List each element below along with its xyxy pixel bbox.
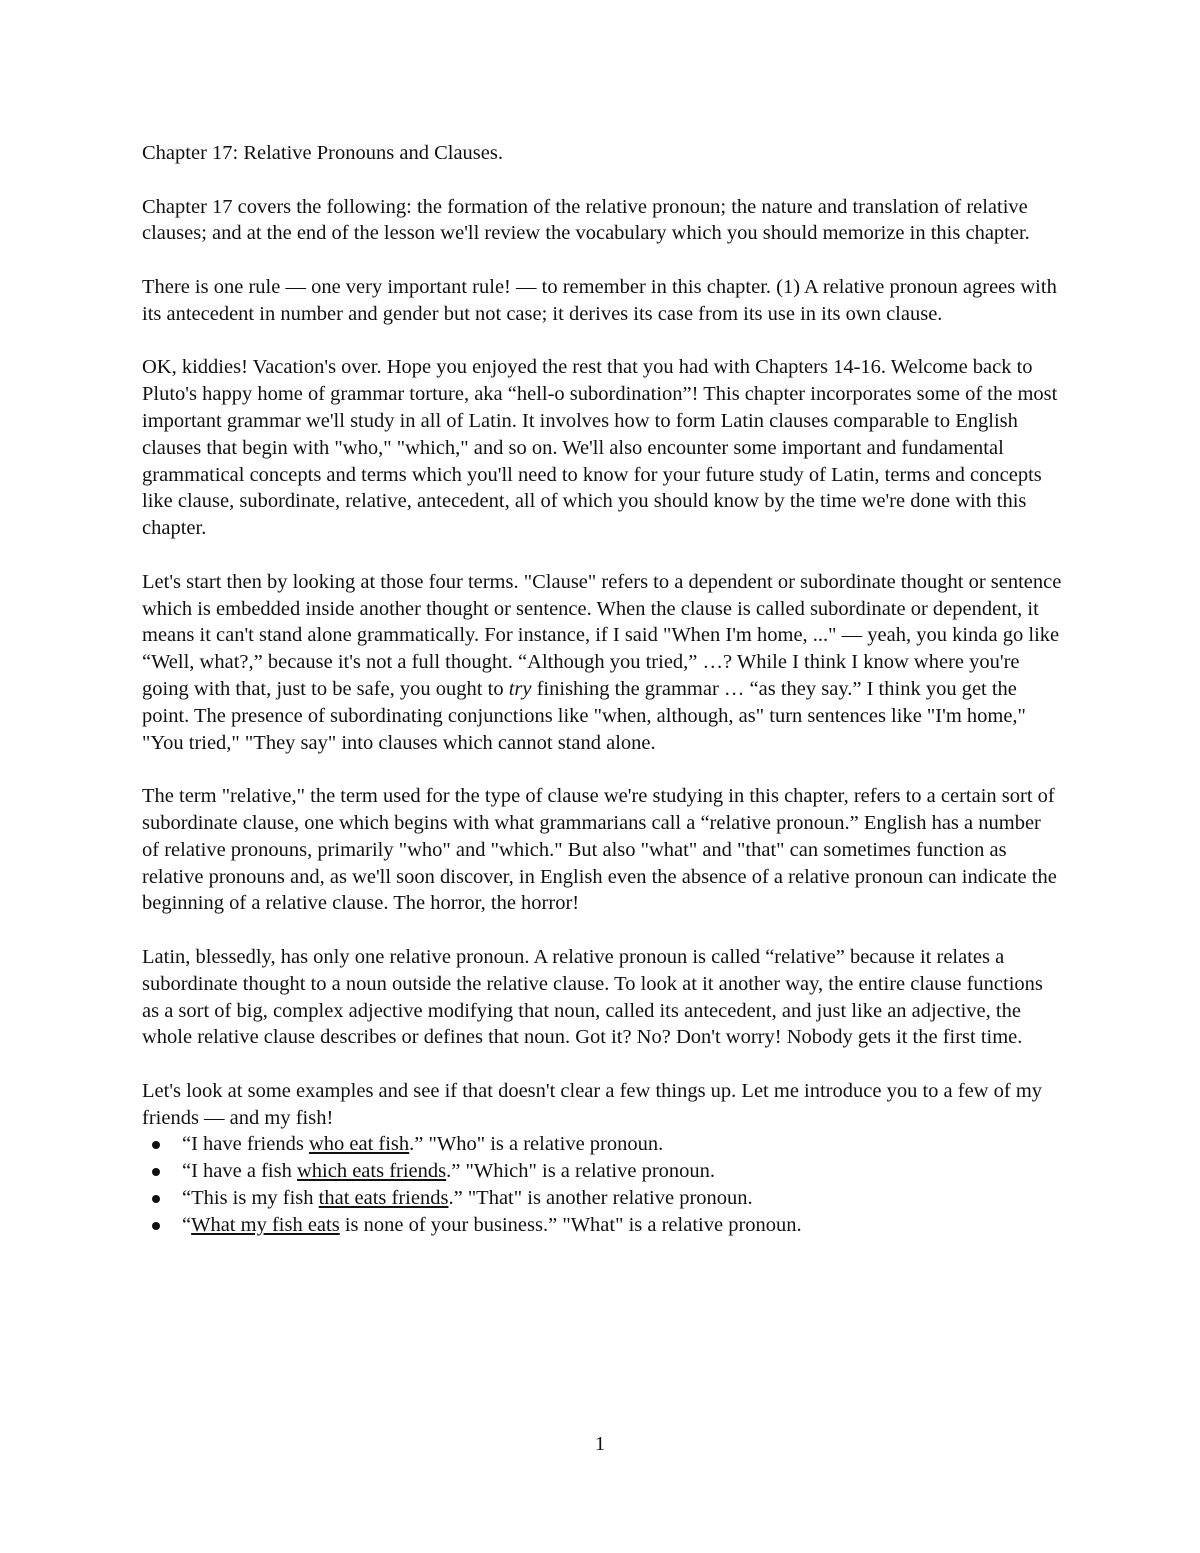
paragraph-clause-definition bbox=[142, 569, 1062, 757]
text-segment: .” "That" is another relative pronoun. bbox=[448, 1187, 753, 1210]
list-item bbox=[142, 1212, 1062, 1239]
underlined-clause: that eats friends bbox=[318, 1187, 449, 1210]
text-segment: “I have friends bbox=[182, 1133, 309, 1156]
page-number: 1 bbox=[594, 1433, 606, 1455]
text-segment: .” "Who" is a relative pronoun. bbox=[409, 1133, 664, 1156]
document-page bbox=[142, 140, 1062, 1239]
underlined-clause: who eat fish bbox=[308, 1133, 410, 1156]
bullet-icon bbox=[152, 1168, 160, 1176]
underlined-clause: What my fish eats bbox=[191, 1213, 340, 1236]
text-segment: .” "Which" is a relative pronoun. bbox=[446, 1160, 716, 1183]
list-item bbox=[142, 1131, 1062, 1158]
list-item bbox=[142, 1185, 1062, 1212]
paragraph-intro: OK, kiddies! Vacation's over. Hope you enjoyed the rest that you had with Chapters 14-16. Welcome back to Pluto's happy home of grammar torture, aka “hell-o subordination”! This chapter incorporates some of the most important grammar we'll study in all of Latin. It involves how to form Latin clauses comparable to English clauses that begin with "who," "which," and so on. We'll also encounter some important and fundamental grammatical concepts and terms which you'll need to know for your future study of Latin, terms and concepts like clause, subordinate, relative, antecedent, all of which you should know by the time we're done with this chapter. bbox=[142, 356, 1058, 540]
bullet-icon bbox=[152, 1141, 160, 1149]
italic-text: try bbox=[508, 677, 532, 700]
bullet-icon bbox=[152, 1195, 160, 1203]
text-segment: finishing the grammar … “as they say.” I think you get the point. The presence of subordinating conjunctions like "when, although, as" turn sentences like "I'm home," "You tried," "They say" into clauses which cannot stand alone. bbox=[142, 677, 1026, 754]
examples-list bbox=[142, 1131, 1062, 1238]
text-segment: “ bbox=[182, 1213, 192, 1236]
chapter-title: Chapter 17: Relative Pronouns and Clauses. bbox=[142, 142, 503, 164]
underlined-clause: which eats friends bbox=[296, 1160, 447, 1183]
paragraph-overview: Chapter 17 covers the following: the formation of the relative pronoun; the nature and translation of relative clauses; and at the end of the lesson we'll review the vocabulary which you should memorize in this chapter. bbox=[142, 195, 1030, 245]
text-segment: Let's start then by looking at those four terms. "Clause" refers to a dependent or subordinate thought or sentence which is embedded inside another thought or sentence. When the clause is called subordinate or dependent, it means it can't stand alone grammatically. For instance, if I said "When I'm home, ..." — yeah, you kinda go like “Well, what?,” because it's not a full thought. “Although you tried,” …? While I think I know where you're going with that, just to be safe, you ought to bbox=[142, 570, 1062, 700]
paragraph-relative-definition: The term "relative," the term used for the type of clause we're studying in this chapter, refers to a certain sort of subordinate clause, one which begins with what grammarians call a “relative pronoun.” English has a number of relative pronouns, primarily "who" and "which." But also "what" and "that" can sometimes function as relative pronouns and, as we'll soon discover, in English even the absence of a relative pronoun can indicate the beginning of a relative clause. The horror, the horror! bbox=[142, 785, 1057, 915]
text-segment: “I have a fish bbox=[182, 1160, 297, 1183]
paragraph-examples-intro: Let's look at some examples and see if that doesn't clear a few things up. Let me introduce you to a few of my friends — and my fish! bbox=[142, 1079, 1043, 1129]
paragraph-latin-relative: Latin, blessedly, has only one relative pronoun. A relative pronoun is called “relative” because it relates a subordinate thought to a noun outside the relative clause. To look at it another way, the entire clause functions as a sort of big, complex adjective modifying that noun, called its antecedent, and just like an adjective, the whole relative clause describes or defines that noun. Got it? No? Don't worry! Nobody gets it the first time. bbox=[142, 945, 1043, 1049]
bullet-icon bbox=[152, 1222, 160, 1230]
text-segment: “This is my fish bbox=[182, 1187, 319, 1210]
text-segment: is none of your business.” "What" is a relative pronoun. bbox=[339, 1213, 802, 1236]
paragraph-rule: There is one rule — one very important rule! — to remember in this chapter. (1) A relative pronoun agrees with its antecedent in number and gender but not case; it derives its case from its use in its own clause. bbox=[142, 275, 1057, 325]
list-item bbox=[142, 1158, 1062, 1185]
